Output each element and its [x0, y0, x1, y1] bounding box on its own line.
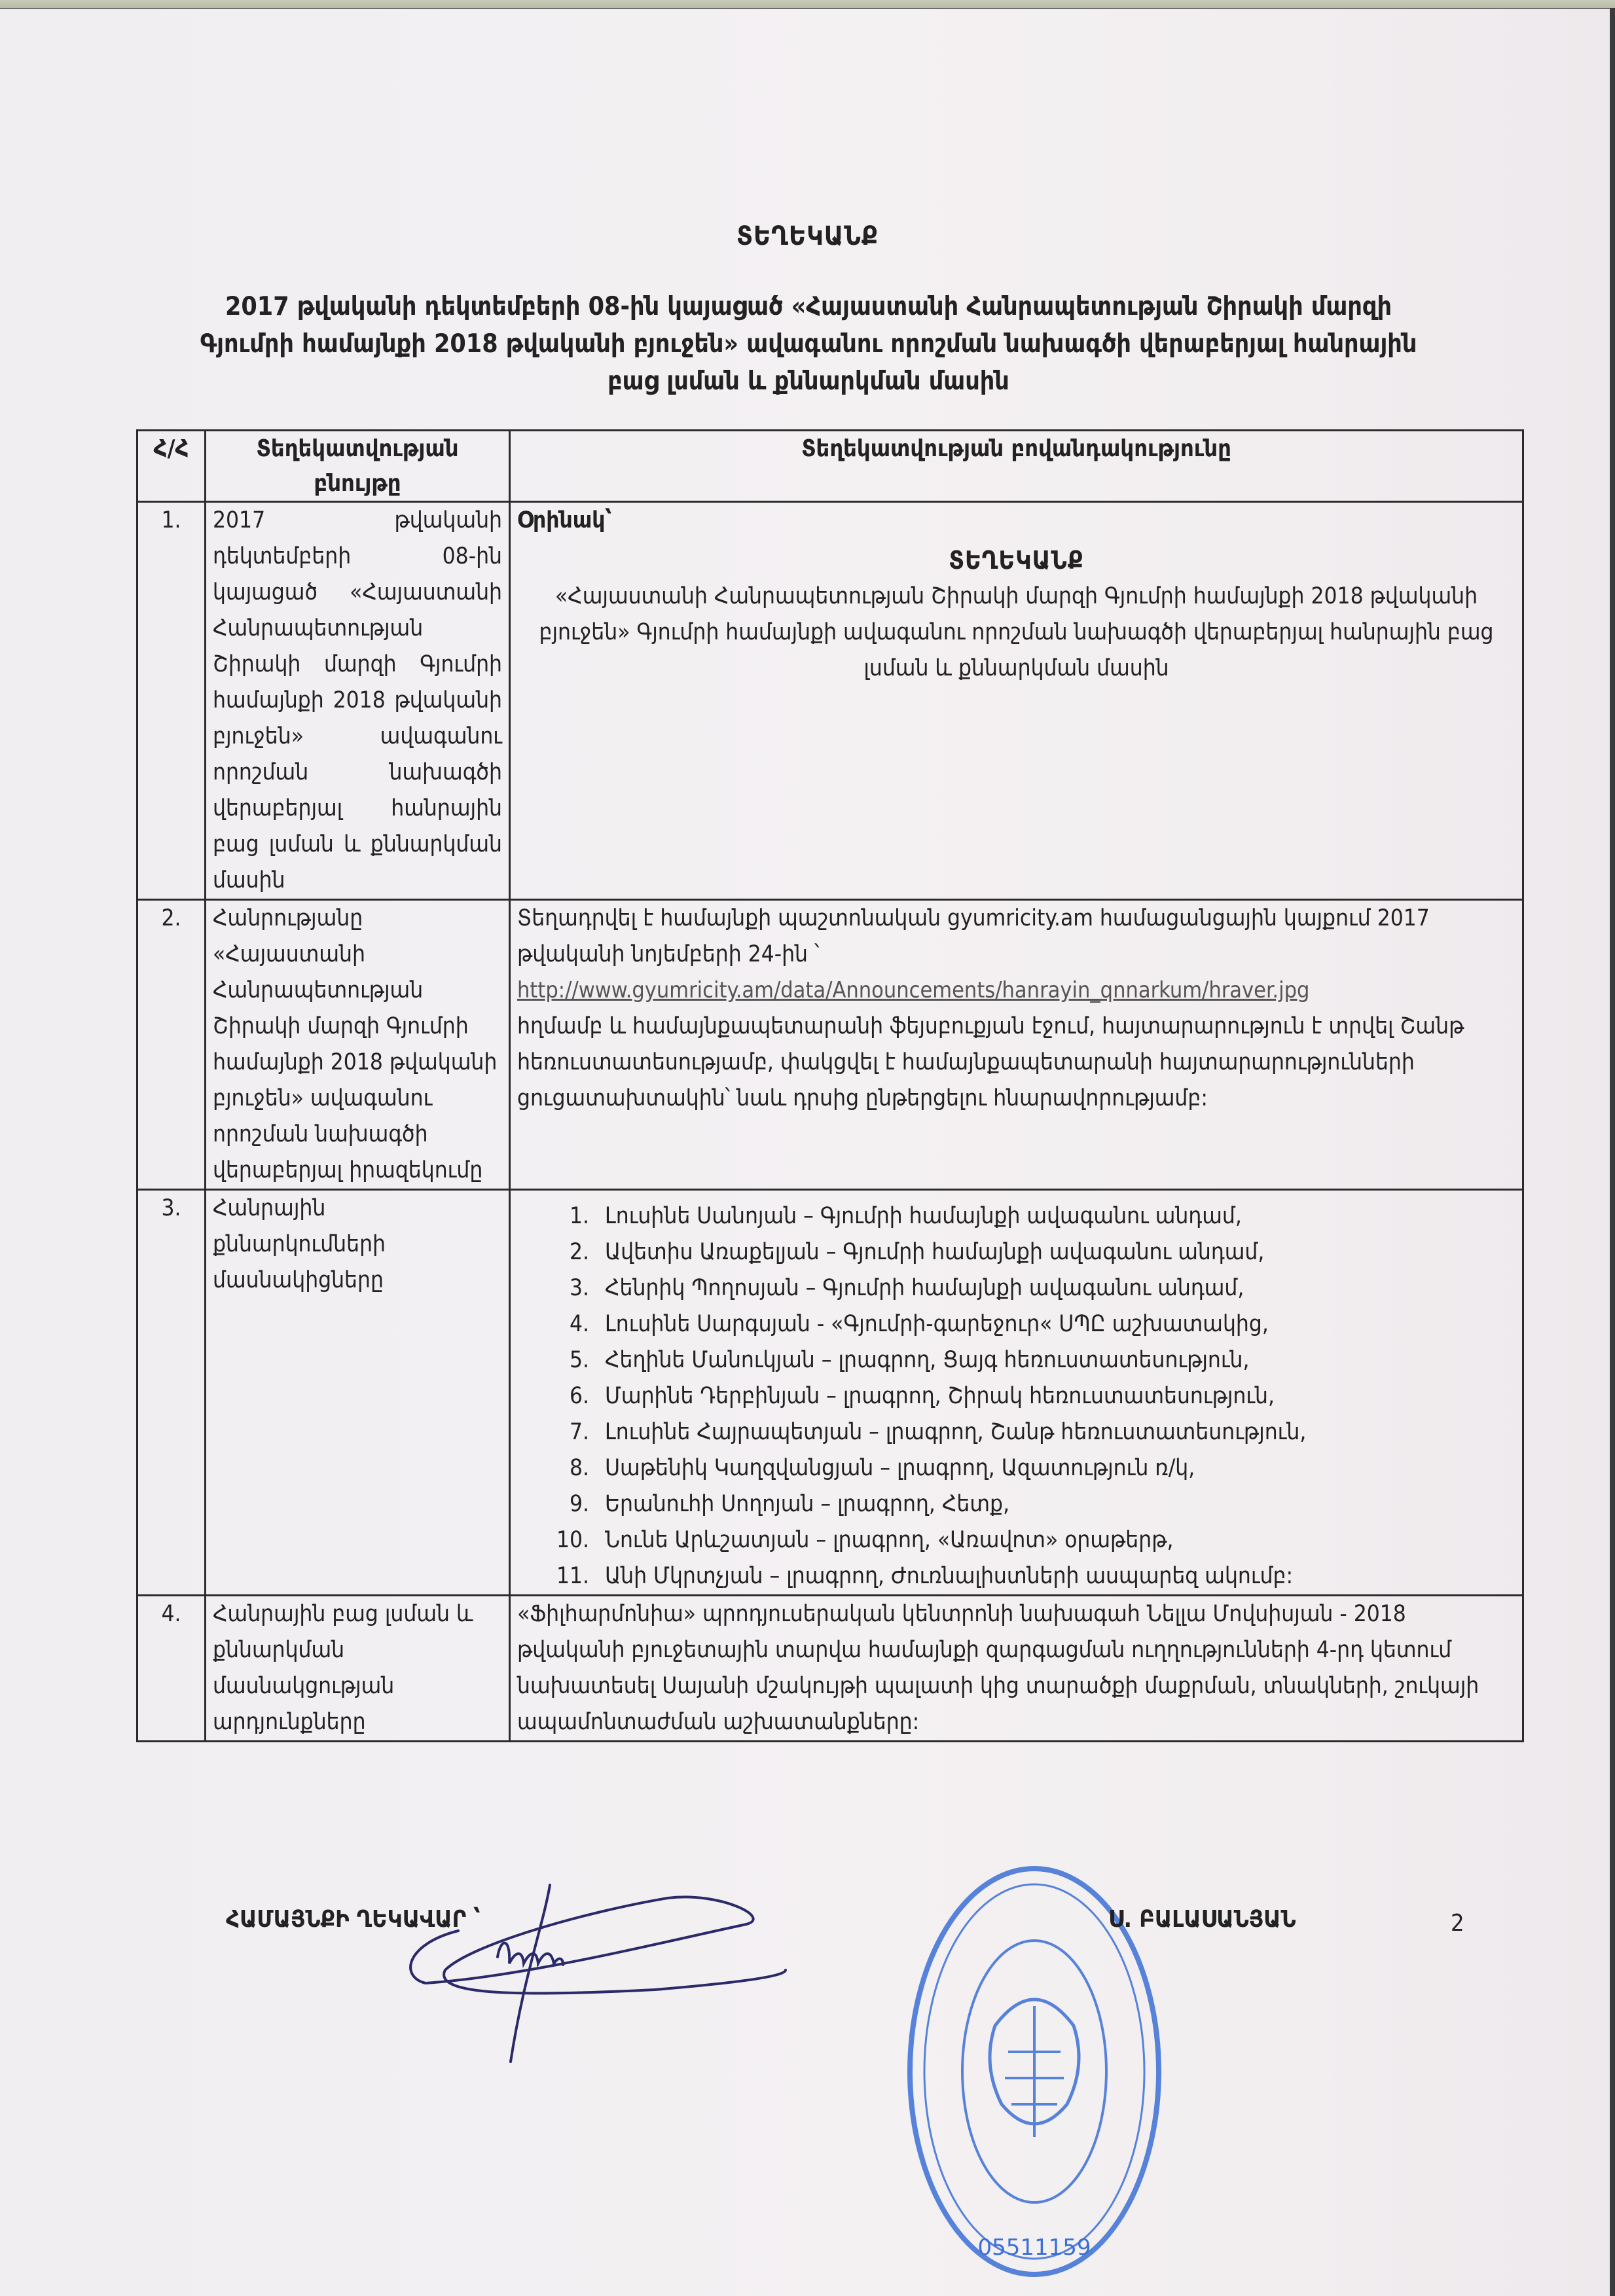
announcement-link[interactable]: http://www.gyumricity.am/data/Announcements/hanrayin_qnnarkum/hraver.jpg — [517, 977, 1310, 1003]
header-content: Տեղեկատվության բովանդակությունը — [510, 431, 1523, 502]
text-after-link: հղմամբ և համայնքապետարանի ֆեյսբուքյան էջում, հայտարարություն է տրվել Շանթ հեռուստատեսությամբ, փակցվել է համայնքապետարանի հայտարարությունների ցուցատախտակին՝ նաև դրսից ընթերցելու հնարավորությամբ: — [517, 1013, 1464, 1111]
row-content — [510, 502, 1523, 900]
row-type: Հանրությանը «Հայաստանի Հանրապետության Շիրակի մարզի Գյումրի համայնքի 2018 թվականի բյուջեն» ավագանու որոշման նախագծի վերաբերյալ իրազեկումը — [206, 900, 510, 1190]
row-number: 1. — [137, 502, 206, 900]
row-content — [510, 900, 1523, 1190]
signatory-name: Ս. ԲԱԼԱՍԱՆՅԱՆ — [1108, 1906, 1296, 1933]
participant-item: 6. Մարինե Դերբինյան – լրագրող, Շիրակ հեռուստատեսություն, — [596, 1378, 1515, 1414]
participant-item: 1. Լուսինե Սանոյան – Գյումրի համայնքի ավագանու անդամ, — [596, 1198, 1515, 1234]
row-number: 3. — [137, 1190, 206, 1596]
document-subtitle: 2017 թվականի դեկտեմբերի 08-ին կայացած «Հայաստանի Հանրապետության Շիրակի մարզի Գյումրի համայնքի 2018 թվականի բյուջեն» ավագանու որոշման նախագծի վերաբերյալ հանրային բաց լսման և քննարկման մասին — [200, 292, 1417, 396]
example-label: Օրինակ՝ — [517, 507, 612, 533]
row-type: Հանրային բաց լսման և քննարկման մասնակցության արդյունքները — [206, 1596, 510, 1742]
participants-list — [517, 1198, 1515, 1594]
participant-item: 11. Անի Մկրտչյան – լրագրող, Ժուռնալիստների ասպարեզ ակումբ: — [596, 1558, 1515, 1594]
row-content — [510, 1190, 1523, 1596]
scan-edge-top — [0, 0, 1615, 9]
table-row — [137, 900, 1523, 1190]
table-row — [137, 1190, 1523, 1596]
header-num: Հ/Հ — [137, 431, 206, 502]
row-number: 2. — [137, 900, 206, 1190]
header-type: Տեղեկատվության բնույթը — [206, 431, 510, 502]
row-number: 4. — [137, 1596, 206, 1742]
signature-icon — [327, 1846, 916, 2075]
participant-item: 5. Հեղինե Մանուկյան – լրագրող, Ցայգ հեռուստատեսություն, — [596, 1342, 1515, 1378]
inner-text: «Հայաստանի Հանրապետության Շիրակի մարզի Գյումրի համայնքի 2018 թվականի բյուջեն» Գյումրի համայնքի ավագանու որոշման նախագծի վերաբերյալ հանրային բաց լսման և քննարկման մասին — [539, 583, 1494, 681]
row-content: «Ֆիլհարմոնիա» պրոդյուսերական կենտրոնի նախագահ Նելլա Մովսիսյան - 2018 թվականի բյուջետային տարվա համայնքի զարգացման ուղղությունների 4-րդ կետում նախատեսել Սայանի մշակույթի պալատի կից տարածքի մաքրման, տնակների, շուկայի ապամոնտաժման աշխատանքները: — [510, 1596, 1523, 1742]
row-type: 2017 թվականի դեկտեմբերի 08-ին կայացած «Հայաստանի Հանրապետության Շիրակի մարզի Գյումրի համայնքի 2018 թվականի բյուջեն» ավագանու որոշման նախագծի վերաբերյալ հանրային բաց լսման և քննարկման մասին — [206, 502, 510, 900]
participant-item: 7. Լուսինե Հայրապետյան – լրագրող, Շանթ հեռուստատեսություն, — [596, 1414, 1515, 1450]
participant-item: 3. Հենրիկ Պողոսյան – Գյումրի համայնքի ավագանու անդամ, — [596, 1270, 1515, 1306]
text-before-link: Տեղադրվել է համայնքի պաշտոնական gyumricity.am համացանցային կայքում 2017 թվականի նոյեմբերի 24-ին ՝ — [517, 905, 1430, 967]
participant-item: 2. Ավետիս Առաքելյան – Գյումրի համայնքի ավագանու անդամ, — [596, 1234, 1515, 1270]
inner-title: ՏԵՂԵԿԱՆՔ — [949, 546, 1084, 575]
table-header-row — [137, 431, 1523, 502]
stamp-number: 05511159 — [977, 2234, 1091, 2261]
document-title: ՏԵՂԵԿԱՆՔ — [736, 221, 879, 251]
information-table — [136, 429, 1524, 1742]
participant-item: 8. Սաթենիկ Կաղզվանցյան – լրագրող, Ազատություն ռ/կ, — [596, 1450, 1515, 1486]
participant-item: 4. Լուսինե Սարգսյան - «Գյումրի-գարեջուր« ՍՊԸ աշխատակից, — [596, 1306, 1515, 1342]
signatory-role: ՀԱՄԱՅՆՔԻ ՂԵԿԱՎԱՐ ՝ — [226, 1906, 481, 1933]
table-row — [137, 502, 1523, 900]
row-type: Հանրային քննարկումների մասնակիցները — [206, 1190, 510, 1596]
participant-item: 9. Երանուհի Սողոյան – լրագրող, Հետք, — [596, 1486, 1515, 1522]
page-number: 2 — [1451, 1910, 1464, 1937]
scan-edge-right — [1610, 8, 1615, 2296]
table-row — [137, 1596, 1523, 1742]
participant-item: 10. Նունե Արևշատյան – լրագրող, «Առավոտ» օրաթերթ, — [596, 1522, 1515, 1558]
